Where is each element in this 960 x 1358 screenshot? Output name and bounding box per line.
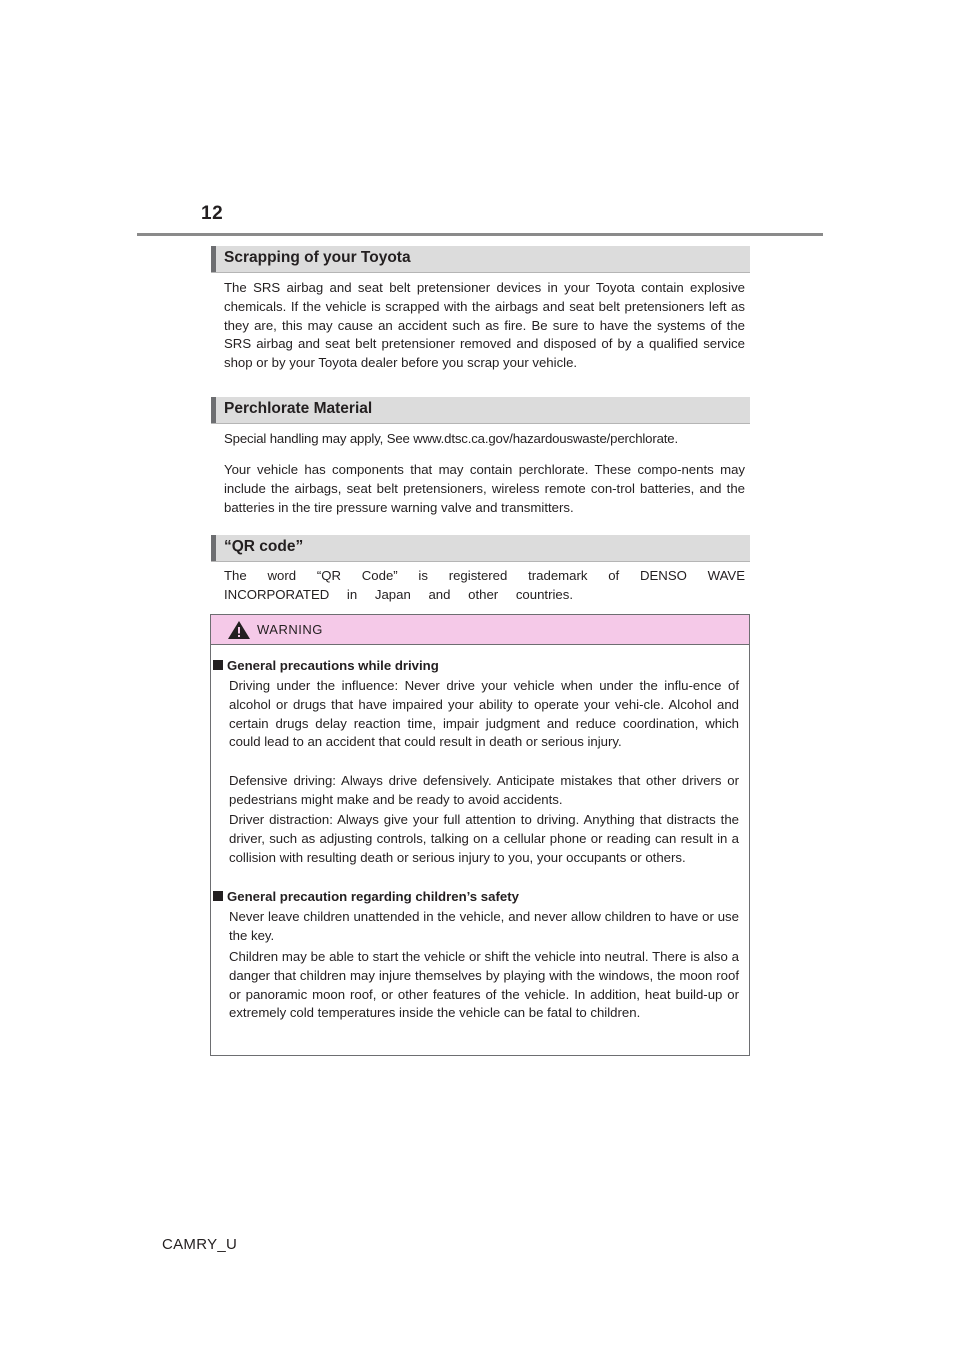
footer-model-code: CAMRY_U — [162, 1236, 238, 1253]
warning-item-title — [213, 657, 741, 675]
warning-paragraph: Never leave children unattended in the vehicle, and never allow children to have or use the key. — [229, 909, 739, 943]
warning-header — [211, 615, 749, 645]
perchlorate-paragraph: Your vehicle has components that may contain perchlorate. These compo-nents may include the airbags, seat belt pretensioners, wireless remote con-trol batteries, and the batteries in the tire pressure warning valve and transmitters. — [224, 462, 745, 515]
scrapping-paragraph: The SRS airbag and seat belt pretensioner devices in your Toyota contain explosive chemicals. If the vehicle is scrapped with the airbags and seat belt pretensioners left as they are, this may cause an accident such as fire. Be sure to have the systems of the SRS airbag and seat belt pretensioner removed and disposed of by a qualified service shop or by your Toyota dealer before you scrap your vehicle. — [224, 280, 745, 371]
warning-item-title-text: General precaution regarding children’s safety — [227, 889, 519, 904]
section-heading-label: Perchlorate Material — [224, 400, 373, 417]
section-heading-label: “QR code” — [224, 538, 304, 555]
warning-label: WARNING — [257, 622, 323, 637]
warning-triangle-icon — [227, 620, 251, 640]
warning-paragraph: Driving under the influence: Never drive your vehicle when under the influ-ence of alcohol or drugs that have impaired your ability to operate your vehi-cle. Alcohol and certain drugs delay reaction time, impair judgment and reduce coordination, which could lead to an accident that could result in death or serious injury. — [229, 678, 739, 750]
section-heading-label: Scrapping of your Toyota — [224, 249, 411, 266]
warning-item-title-text: General precautions while driving — [227, 658, 439, 673]
section-heading-qr-code — [211, 535, 750, 562]
warning-paragraph: Children may be able to start the vehicle or shift the vehicle into neutral. There is also a danger that children may injure themselves by playing with the windows, the moon roof or panoramic moon roof, or other features of the vehicle. In addition, heat build-up or extremely cold temperatures inside the vehicle can be fatal to children. — [229, 949, 739, 1021]
perchlorate-link-paragraph: Special handling may apply, See www.dtsc.ca.gov/hazardouswaste/perchlorate. — [224, 431, 678, 446]
qr-code-paragraph: The word “QR Code” is registered trademark of DENSO WAVE INCORPORATED in Japan and other countries. — [224, 568, 745, 602]
heading-accent-bar — [211, 397, 216, 423]
warning-box — [210, 614, 750, 1056]
page-number: 12 — [201, 203, 224, 224]
warning-paragraph: Defensive driving: Always drive defensively. Anticipate mistakes that other drivers or pedestrians might make and be ready to avoid accidents. — [229, 773, 739, 807]
warning-paragraph: Driver distraction: Always give your full attention to driving. Anything that distracts the driver, such as adjusting controls, talking on a cellular phone or reading can result in a collision with resulting death or serious injury to you, your occupants or others. — [229, 812, 739, 865]
square-bullet-icon — [213, 660, 223, 670]
heading-accent-bar — [211, 535, 216, 561]
square-bullet-icon — [213, 891, 223, 901]
section-heading-scrapping — [211, 246, 750, 273]
section-heading-perchlorate — [211, 397, 750, 424]
header-rule — [137, 233, 823, 236]
warning-item-title — [213, 888, 741, 906]
heading-accent-bar — [211, 246, 216, 272]
